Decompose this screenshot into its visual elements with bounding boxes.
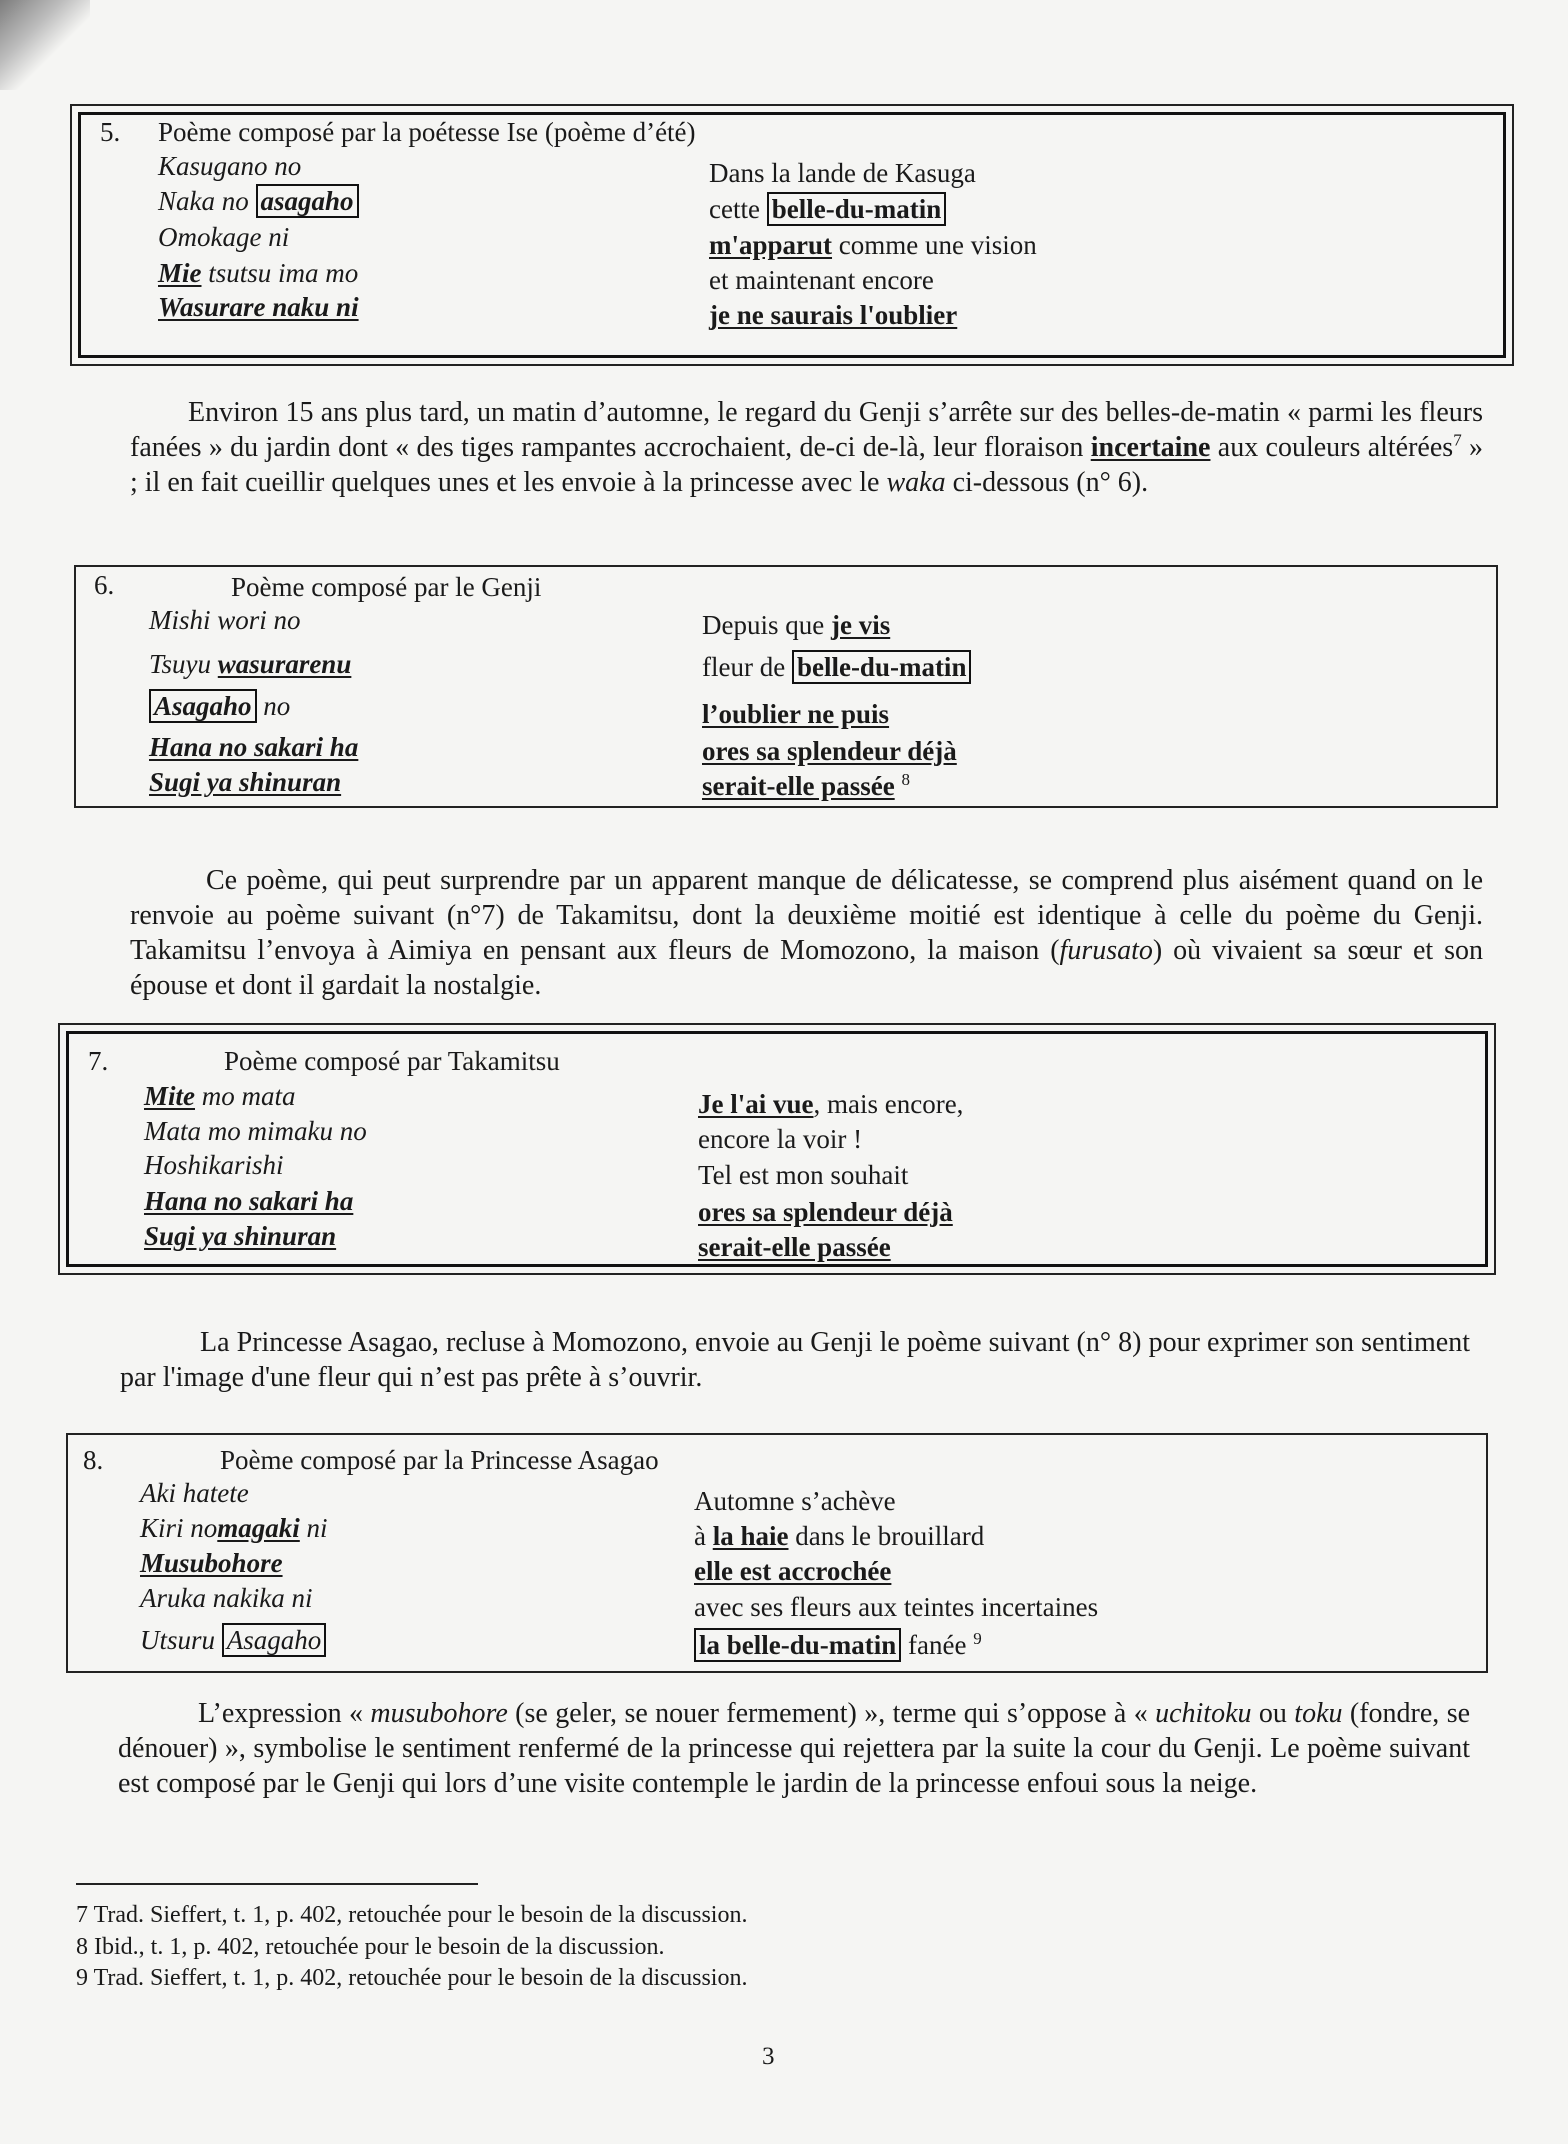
poem-fr-line: fleur de belle-du-matin bbox=[702, 650, 971, 684]
poem-number: 7. bbox=[88, 1046, 109, 1076]
poem-fr-line: Automne s’achève bbox=[694, 1486, 896, 1516]
body-paragraph: Ce poème, qui peut surprendre par un apparent manque de délicatesse, se comprend plus aisément quand on le renvoie au poème suivant (n°7) de Takamitsu, dont la deuxième moitié est identique à celle du poème du Genji. Takamitsu l’envoya à Aimiya en pensant aux fleurs de Momozono, la maison (furusato) où vivaient sa sœur et son épouse et dont il gardait la nostalgie. bbox=[130, 865, 1483, 1001]
poem-fr-line: je ne saurais l'oublier bbox=[709, 300, 958, 330]
poem-fr-line: Depuis que je vis bbox=[702, 610, 891, 640]
poem-jp-line: Utsuru Asagaho bbox=[140, 1623, 326, 1657]
poem-jp-line: Mishi wori no bbox=[149, 605, 301, 635]
footnote: 9 Trad. Sieffert, t. 1, p. 402, retouchée pour le besoin de la discussion. bbox=[76, 1965, 748, 1991]
poem-jp-line: Musubohore bbox=[140, 1548, 283, 1578]
poem-jp-line: Sugi ya shinuran bbox=[144, 1221, 337, 1251]
poem-box-6 bbox=[74, 565, 1498, 808]
poem-title: Poème composé par la Princesse Asagao bbox=[220, 1445, 659, 1475]
scan-shadow bbox=[0, 0, 90, 90]
poem-jp-line: Hana no sakari ha bbox=[144, 1186, 354, 1216]
poem-jp-line: Mite mo mata bbox=[144, 1081, 296, 1111]
poem-fr-line: serait-elle passée $^8$ bbox=[702, 770, 910, 801]
poem-title: Poème composé par la poétesse Ise (poème d’été) bbox=[158, 117, 696, 147]
poem-title: Poème composé par le Genji bbox=[231, 572, 542, 602]
poem-fr-line: la belle-du-matin fanée $^9$ bbox=[694, 1628, 982, 1662]
poem-fr-line: Je l'ai vue, mais encore, bbox=[698, 1089, 964, 1119]
poem-fr-line: et maintenant encore bbox=[709, 265, 934, 295]
poem-fr-line: avec ses fleurs aux teintes incertaines bbox=[694, 1592, 1099, 1622]
poem-box-8 bbox=[66, 1433, 1488, 1673]
poem-jp-line: Hana no sakari ha bbox=[149, 732, 359, 762]
poem-jp-line: Wasurare naku ni bbox=[158, 292, 359, 322]
poem-fr-line: m'apparut comme une vision bbox=[709, 230, 1037, 260]
poem-number: 8. bbox=[83, 1445, 104, 1475]
poem-jp-line: Mie tsutsu ima mo bbox=[158, 258, 359, 288]
poem-fr-line: encore la voir ! bbox=[698, 1124, 863, 1154]
poem-jp-line: Tsuyu wasurarenu bbox=[149, 649, 352, 679]
poem-fr-line: serait-elle passée bbox=[698, 1232, 891, 1262]
poem-jp-line: Kiri nomagaki ni bbox=[140, 1513, 328, 1543]
poem-fr-line: l’oublier ne puis bbox=[702, 699, 890, 729]
poem-fr-line: Tel est mon souhait bbox=[698, 1160, 909, 1190]
page-number: 3 bbox=[762, 2043, 775, 2070]
poem-jp-line: Kasugano no bbox=[158, 151, 302, 181]
footnote: 8 Ibid., t. 1, p. 402, retouchée pour le besoin de la discussion. bbox=[76, 1934, 665, 1960]
poem-fr-line: elle est accrochée bbox=[694, 1556, 892, 1586]
poem-fr-line: à la haie dans le brouillard bbox=[694, 1521, 985, 1551]
poem-fr-line: Dans la lande de Kasuga bbox=[709, 158, 976, 188]
poem-box-5 bbox=[70, 104, 1514, 366]
footnote: 7 Trad. Sieffert, t. 1, p. 402, retouchée pour le besoin de la discussion. bbox=[76, 1902, 748, 1928]
footnote-divider bbox=[76, 1883, 478, 1885]
poem-jp-line: Sugi ya shinuran bbox=[149, 767, 342, 797]
poem-fr-line: ores sa splendeur déjà bbox=[702, 736, 957, 766]
poem-jp-line: Aruka nakika ni bbox=[140, 1583, 313, 1613]
poem-jp-line: Aki hatete bbox=[140, 1478, 249, 1508]
body-paragraph: La Princesse Asagao, recluse à Momozono, envoie au Genji le poème suivant (n° 8) pour exprimer son sentiment par l'image d'une fleur qui n’est pas prête à s’ouvrir. bbox=[120, 1327, 1470, 1393]
poem-fr-line: ores sa splendeur déjà bbox=[698, 1197, 953, 1227]
poem-jp-line: Mata mo mimaku no bbox=[144, 1116, 367, 1146]
poem-box-7 bbox=[58, 1023, 1496, 1275]
poem-jp-line: Omokage ni bbox=[158, 222, 290, 252]
poem-jp-line: Naka no asagaho bbox=[158, 184, 359, 218]
poem-number: 6. bbox=[94, 570, 115, 600]
body-paragraph: Environ 15 ans plus tard, un matin d’automne, le regard du Genji s’arrête sur des belles-de-matin « parmi les fleurs fanées » du jardin dont « des tiges rampantes accrochaient, de-ci de-là, leur floraison incertaine aux couleurs altérées$^7$ » ; il en fait cueillir quelques unes et les envoie à la princesse avec le waka ci-dessous (n° 6). bbox=[130, 397, 1484, 498]
poem-jp-line: Asagaho no bbox=[149, 689, 290, 723]
poem-title: Poème composé par Takamitsu bbox=[224, 1046, 560, 1076]
poem-fr-line: cette belle-du-matin bbox=[709, 192, 946, 226]
body-paragraph: L’expression « musubohore (se geler, se nouer fermement) », terme qui s’oppose à « uchitoku ou toku (fondre, se dénouer) », symbolise le sentiment renfermé de la princesse qui rejettera par la suite la cour du Genji. Le poème suivant est composé par le Genji qui lors d’une visite contemple le jardin de la princesse enfoui sous la neige. bbox=[118, 1698, 1471, 1799]
poem-number: 5. bbox=[100, 117, 121, 147]
poem-jp-line: Hoshikarishi bbox=[144, 1150, 284, 1180]
